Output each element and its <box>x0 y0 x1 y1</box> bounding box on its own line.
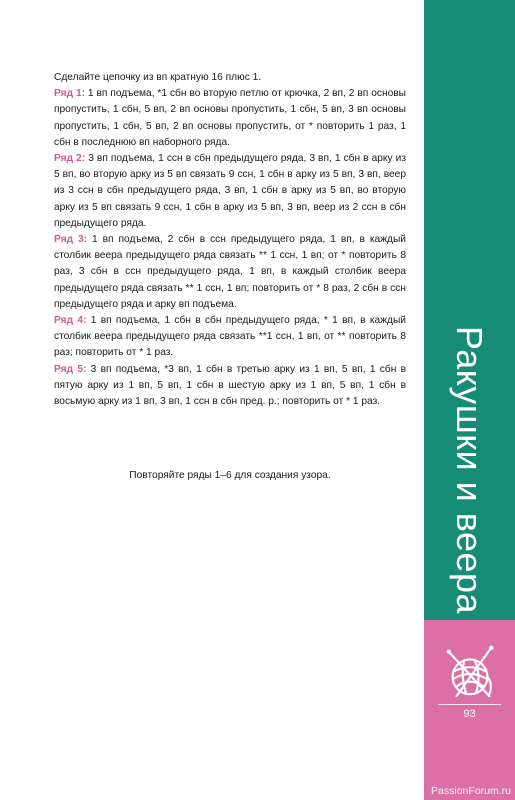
intro-text: Сделайте цепочку из вп кратную 16 плюс 1. <box>54 72 262 83</box>
sidebar-footer-band <box>424 620 515 800</box>
row-2-text: 3 вп подъема, 1 ссн в сбн предыдущего ряда, 3 вп, 1 сбн в арку из 5 вп, во вторую арку из 5 вп связать 9 ссн, 1 сбн в арку из 5 вп, 3 вп, веер из 3 ссн в сбн предыдущего ряда, 3 вп, 1 сбн в арку из 5 вп, во вторую арку из 5 вп связать 9 ссн, 1 сбн в арку из 5 вп, 3 вп, веер из 2 ссн в сбн предыдущего ряда. <box>54 153 406 229</box>
row-4-text: 1 вп подъема, 1 сбн в сбн предыдущего ряда, * 1 вп, в каждый столбик веера предыдущего ряда связать **1 ссн, 1 вп, от ** повторить 8 раз; повторить от * 1 раз. <box>54 315 406 359</box>
repeat-note: Повторяйте ряды 1–6 для создания узора. <box>129 470 331 481</box>
row-5-text: 3 вп подъема, *3 вп, 1 сбн в третью арку из 1 вп, 5 вп, 1 сбн в пятую арку из 1 вп, 5 вп, 1 сбн в шестую арку из 1 вп, 5 вп, 1 сбн в восьмую арку из 1 вп, 3 вп, 1 ссн в сбн пред. р.; повторить от * 1 раз. <box>54 363 406 408</box>
divider <box>438 704 501 705</box>
row-3 <box>54 232 406 313</box>
row-1 <box>54 86 406 151</box>
row-2-label: Ряд 2: <box>54 153 86 165</box>
sidebar-title-band <box>424 0 515 620</box>
row-4-label: Ряд 4: <box>54 315 87 327</box>
row-5-label: Ряд 5: <box>54 363 87 375</box>
instructions-block <box>54 70 406 410</box>
page-number: 93 <box>463 708 476 720</box>
row-3-text: 1 вп подъема, 2 сбн в ссн предыдущего ряда, 1 вп, в каждый столбик веера предыдущего ряда связать ** 1 ссн, 1 вп; от * повторить 8 раз, 3 сбн в ссн предыдущего ряда, 1 вп, в каждый столбик веера предыдущего ряда связать ** 1 ссн, 1 вп; повторить от * 8 раз, 2 сбн в ссн предыдущего ряда и арку вп подъема. <box>54 234 406 310</box>
row-1-label: Ряд 1: <box>54 88 86 100</box>
row-2 <box>54 151 406 232</box>
watermark: PassionForum.ru <box>431 785 511 797</box>
row-3-label: Ряд 3: <box>54 234 88 246</box>
yarn-ball-icon <box>441 642 499 700</box>
section-title: Ракушки и веера <box>449 325 490 615</box>
row-1-text: 1 вп подъема, *1 сбн во вторую петлю от крючка, 2 вп, 2 вп основы пропустить, 1 сбн, 5 вп, 2 вп основы пропустить, 1 сбн, 5 вп, 3 вп основы пропустить, 1 сбн, 5 вп, 2 вп основы пропустить, от * повторить 1 раз, 1 сбн в последнюю вп наборного ряда. <box>54 88 406 148</box>
row-4 <box>54 313 406 362</box>
sidebar <box>424 0 515 800</box>
row-5 <box>54 362 406 411</box>
